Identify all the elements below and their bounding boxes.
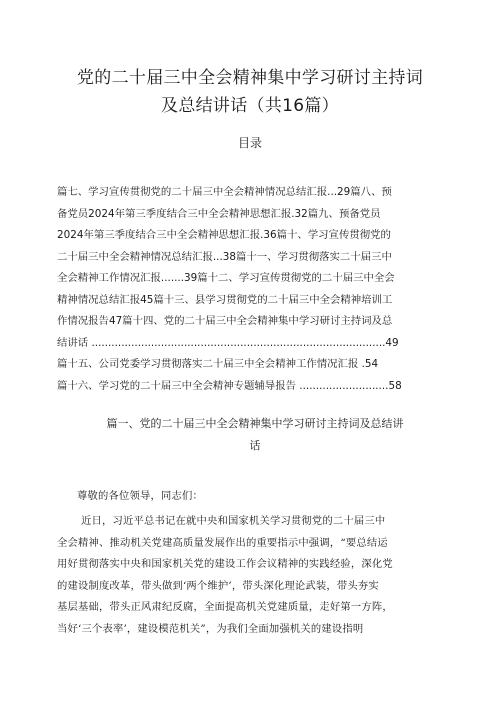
body-text: [57, 487, 467, 640]
toc-line[interactable]: 备党员2024年第三季度结合三中全会精神思想汇报.32篇九、预备党员: [57, 207, 381, 220]
toc-heading: 目录: [237, 136, 262, 150]
section-title-line-1: 篇一、党的二十届三中全会精神集中学习研讨主持词及总结讲: [106, 417, 404, 430]
body-line: 基层基础，带头正风肃纪反腐，全面提高机关党建质量，走好第一方阵，: [57, 601, 393, 613]
table-of-contents: [57, 182, 453, 397]
body-line: 全会精神、推动机关党建高质量发展作出的重要指示中强调，“要总结运: [57, 536, 388, 549]
toc-line[interactable]: 结讲话 .........................................................................................49: [57, 336, 399, 349]
title-line-1: 党的二十届三中全会精神集中学习研讨主持词: [77, 68, 423, 88]
body-line: 的建设制度改革，带头做到‘两个维护’，带头深化理论武装，带头夯实: [57, 579, 379, 592]
toc-line[interactable]: 2024年第三季度结合三中全会精神思想汇报.36篇十、学习宣传贯彻党的: [57, 229, 391, 241]
toc-line[interactable]: 全会精神工作情况汇报.......39篇十二、学习宣传贯彻党的二十届三中全会: [57, 272, 395, 284]
section-title-line-2: 话: [249, 439, 261, 452]
section-title: [57, 413, 453, 457]
body-line: 当好‘三个表率’，建设模范机关”，为我们全面加强机关的建设指明: [57, 622, 364, 635]
toc-line[interactable]: 篇十五、公司党委学习贯彻落实二十届三中全会精神工作情况汇报 .54: [57, 358, 379, 370]
body-line: 近日，习近平总书记在就中央和国家机关学习贯彻党的二十届三中: [81, 515, 386, 527]
document-title: [40, 64, 460, 120]
toc-line[interactable]: 精神情况总结汇报45篇十三、县学习贯彻党的二十届三中全会精神培训工: [57, 293, 393, 306]
toc-line[interactable]: 篇七、学习宣传贯彻党的二十届三中全会精神情况总结汇报...29篇八、预: [57, 186, 392, 198]
title-line-2: 及总结讲话（共16篇）: [161, 96, 339, 116]
toc-line[interactable]: 篇十六、学习党的二十届三中全会精神专题辅导报告 ...........................58: [57, 379, 402, 392]
greeting: 尊敬的各位领导，同志们：: [77, 490, 203, 502]
body-line: 用好贯彻落实中央和国家机关党的建设工作会议精神的实践经验，深化党: [57, 558, 393, 570]
toc-line[interactable]: 二十届三中全会精神情况总结汇报...38篇十一、学习贯彻落实二十届三中: [57, 250, 392, 263]
toc-line[interactable]: 作情况报告47篇十四、党的二十届三中全会精神集中学习研讨主持词及总: [57, 315, 393, 327]
